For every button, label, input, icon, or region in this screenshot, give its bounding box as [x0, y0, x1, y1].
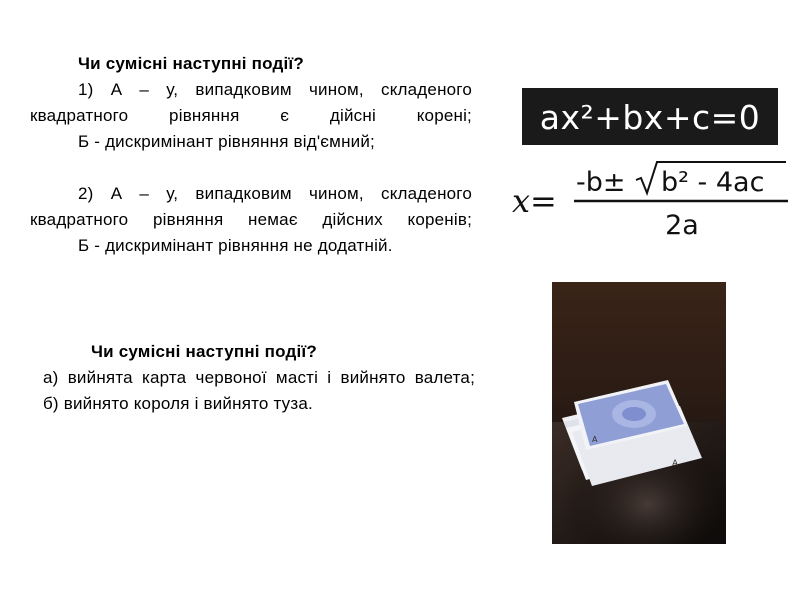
card-rank-label: A	[592, 435, 598, 444]
question-block-2	[43, 339, 475, 417]
question-title: Чи сумісні наступні події?	[91, 342, 317, 361]
formula-lhs: x=	[512, 182, 557, 220]
card-back-ornament	[622, 407, 646, 421]
formula-numerator-left: -b±	[576, 167, 626, 198]
quadratic-equation-text: ax²+bx+c=0	[539, 98, 761, 137]
quadratic-roots-formula	[510, 158, 790, 242]
item-2-event-a: 2) А – у, випадковим чином, складеного квадратного рівняння немає дійсних коренів;	[30, 184, 472, 229]
formula-denominator: 2a	[665, 210, 699, 241]
item-2-event-b: Б - дискримінант рівняння не додатній.	[78, 236, 393, 255]
formula-radicand: b² - 4ac	[661, 167, 765, 198]
spacer	[30, 155, 472, 181]
question-block-1	[30, 51, 472, 259]
item-b: б) вийнято короля і вийнято туза.	[43, 394, 313, 413]
quadratic-equation-banner	[522, 88, 778, 145]
item-1-event-a: 1) А – у, випадковим чином, складеного квадратного рівняння є дійсні корені;	[30, 80, 472, 125]
question-title: Чи сумісні наступні події?	[78, 54, 304, 73]
item-1-event-b: Б - дискримінант рівняння від'ємний;	[78, 132, 375, 151]
playing-cards-photo	[552, 282, 726, 544]
card-rank-label: A	[672, 459, 679, 469]
item-a: а) вийнята карта червоної масті і вийнято валета;	[43, 368, 475, 387]
